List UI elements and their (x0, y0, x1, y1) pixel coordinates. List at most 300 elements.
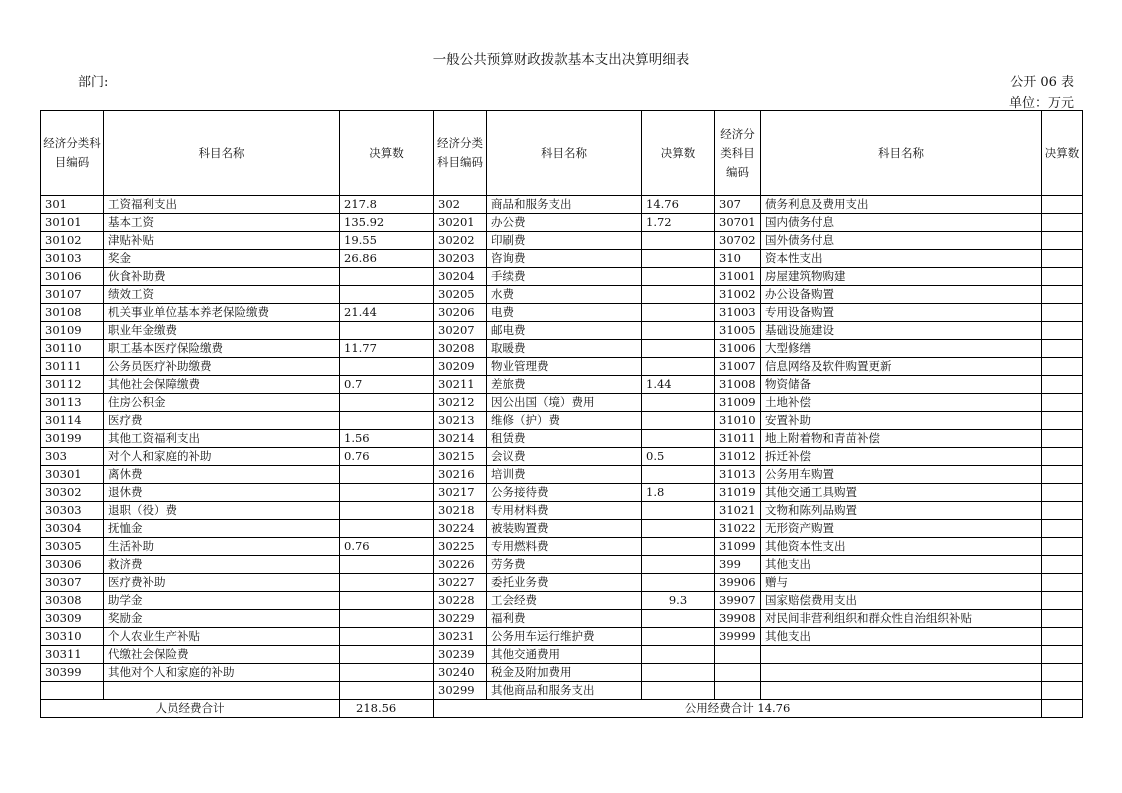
subject-name: 维修（护）费 (487, 412, 642, 430)
subject-name: 因公出国（境）费用 (487, 394, 642, 412)
amount-value (340, 286, 434, 304)
subject-name: 信息网络及软件购置更新 (761, 358, 1042, 376)
subject-code: 30305 (41, 538, 104, 556)
amount-value (1042, 358, 1083, 376)
subject-code: 30212 (434, 394, 487, 412)
subject-name: 其他交通费用 (487, 646, 642, 664)
subject-name: 住房公积金 (104, 394, 340, 412)
amount-value (642, 520, 715, 538)
subject-name: 其他对个人和家庭的补助 (104, 664, 340, 682)
subject-code: 31001 (715, 268, 761, 286)
subject-code: 30216 (434, 466, 487, 484)
subject-name: 助学金 (104, 592, 340, 610)
header-amount-1: 决算数 (340, 111, 434, 196)
subject-code: 39906 (715, 574, 761, 592)
public-total-empty (1042, 700, 1083, 718)
subject-name: 奖励金 (104, 610, 340, 628)
table-row (41, 376, 1083, 394)
header-code-1: 经济分类科目编码 (41, 111, 104, 196)
table-header-row (41, 111, 1083, 196)
amount-value (340, 592, 434, 610)
header-amount-2: 决算数 (642, 111, 715, 196)
subject-code: 310 (715, 250, 761, 268)
table-row (41, 592, 1083, 610)
subject-code: 30215 (434, 448, 487, 466)
subject-name: 专用材料费 (487, 502, 642, 520)
header-name-1: 科目名称 (104, 111, 340, 196)
subject-code: 30299 (434, 682, 487, 700)
subject-code: 30106 (41, 268, 104, 286)
table-row (41, 196, 1083, 214)
subject-code: 30701 (715, 214, 761, 232)
subject-code: 30229 (434, 610, 487, 628)
subject-name: 其他资本性支出 (761, 538, 1042, 556)
amount-value (1042, 268, 1083, 286)
subject-name: 公务用车购置 (761, 466, 1042, 484)
department-label: 部门: (78, 75, 109, 90)
subject-name: 其他工资福利支出 (104, 430, 340, 448)
amount-value (340, 412, 434, 430)
subject-name: 福利费 (487, 610, 642, 628)
subject-name: 物资储备 (761, 376, 1042, 394)
subject-code: 301 (41, 196, 104, 214)
subject-code (715, 682, 761, 700)
subject-name: 土地补偿 (761, 394, 1042, 412)
amount-value (340, 502, 434, 520)
amount-value (642, 430, 715, 448)
amount-value: 14.76 (642, 196, 715, 214)
subject-name: 无形资产购置 (761, 520, 1042, 538)
table-row (41, 430, 1083, 448)
subject-name: 安置补助 (761, 412, 1042, 430)
amount-value: 1.8 (642, 484, 715, 502)
amount-value (340, 682, 434, 700)
subject-code: 31011 (715, 430, 761, 448)
table-row (41, 358, 1083, 376)
amount-value (642, 412, 715, 430)
amount-value (642, 664, 715, 682)
subject-code: 31002 (715, 286, 761, 304)
amount-value: 135.92 (340, 214, 434, 232)
subject-code: 30199 (41, 430, 104, 448)
subject-code: 30308 (41, 592, 104, 610)
subject-name: 基础设施建设 (761, 322, 1042, 340)
table-row (41, 448, 1083, 466)
table-row (41, 286, 1083, 304)
amount-value (340, 664, 434, 682)
subject-name: 培训费 (487, 466, 642, 484)
header-code-3: 经济分类科目编码 (715, 111, 761, 196)
amount-value (340, 484, 434, 502)
subject-code: 30114 (41, 412, 104, 430)
subject-code: 30214 (434, 430, 487, 448)
subject-code: 30211 (434, 376, 487, 394)
amount-value (1042, 394, 1083, 412)
subject-code: 30203 (434, 250, 487, 268)
amount-value: 217.8 (340, 196, 434, 214)
subject-code: 31013 (715, 466, 761, 484)
amount-value (1042, 484, 1083, 502)
amount-value (642, 574, 715, 592)
amount-value (1042, 286, 1083, 304)
subject-code: 30225 (434, 538, 487, 556)
amount-value (340, 610, 434, 628)
amount-value (642, 646, 715, 664)
subject-name: 其他商品和服务支出 (487, 682, 642, 700)
personnel-total-value: 218.56 (340, 700, 434, 718)
table-row (41, 682, 1083, 700)
table-row (41, 340, 1083, 358)
amount-value (1042, 232, 1083, 250)
amount-value (340, 466, 434, 484)
header-code-2: 经济分类科目编码 (434, 111, 487, 196)
amount-value (1042, 682, 1083, 700)
subject-code: 30206 (434, 304, 487, 322)
table-row (41, 664, 1083, 682)
amount-value (1042, 610, 1083, 628)
subject-name: 劳务费 (487, 556, 642, 574)
amount-value (642, 358, 715, 376)
amount-value (1042, 574, 1083, 592)
table-row (41, 268, 1083, 286)
subject-code: 302 (434, 196, 487, 214)
amount-value: 0.5 (642, 448, 715, 466)
subject-name: 资本性支出 (761, 250, 1042, 268)
table-row (41, 466, 1083, 484)
subject-name: 救济费 (104, 556, 340, 574)
amount-value (642, 304, 715, 322)
subject-code: 30311 (41, 646, 104, 664)
subject-code: 31003 (715, 304, 761, 322)
amount-value (340, 628, 434, 646)
subject-code: 30301 (41, 466, 104, 484)
subject-code: 31019 (715, 484, 761, 502)
subject-name: 商品和服务支出 (487, 196, 642, 214)
subject-name: 奖金 (104, 250, 340, 268)
amount-value: 9.3 (642, 592, 715, 610)
amount-value (1042, 592, 1083, 610)
subject-name: 取暖费 (487, 340, 642, 358)
table-row (41, 250, 1083, 268)
subject-code: 31008 (715, 376, 761, 394)
amount-value (642, 628, 715, 646)
subject-name (761, 646, 1042, 664)
subject-name: 职业年金缴费 (104, 322, 340, 340)
subject-code: 30240 (434, 664, 487, 682)
subject-code: 303 (41, 448, 104, 466)
expenditure-detail-table (40, 110, 1083, 718)
subject-code: 30399 (41, 664, 104, 682)
subject-code: 31007 (715, 358, 761, 376)
subject-name: 其他交通工具购置 (761, 484, 1042, 502)
amount-value (642, 682, 715, 700)
table-row (41, 214, 1083, 232)
amount-value: 11.77 (340, 340, 434, 358)
subject-code: 30109 (41, 322, 104, 340)
subject-code: 30205 (434, 286, 487, 304)
amount-value (1042, 556, 1083, 574)
totals-row (41, 700, 1083, 718)
amount-value (340, 358, 434, 376)
subject-name (761, 664, 1042, 682)
amount-value (1042, 466, 1083, 484)
subject-code: 30227 (434, 574, 487, 592)
subject-code: 30228 (434, 592, 487, 610)
subject-name: 租赁费 (487, 430, 642, 448)
personnel-total-label: 人员经费合计 (41, 700, 340, 718)
amount-value (1042, 538, 1083, 556)
subject-name: 退职（役）费 (104, 502, 340, 520)
subject-name: 基本工资 (104, 214, 340, 232)
subject-code: 30201 (434, 214, 487, 232)
subject-name: 医疗费 (104, 412, 340, 430)
subject-code: 30209 (434, 358, 487, 376)
subject-name: 其他社会保障缴费 (104, 376, 340, 394)
subject-code: 31022 (715, 520, 761, 538)
table-row (41, 538, 1083, 556)
subject-code: 30239 (434, 646, 487, 664)
amount-value (1042, 520, 1083, 538)
subject-name: 公务员医疗补助缴费 (104, 358, 340, 376)
amount-value (1042, 646, 1083, 664)
subject-code: 30113 (41, 394, 104, 412)
subject-code: 31012 (715, 448, 761, 466)
subject-code: 31009 (715, 394, 761, 412)
subject-name: 邮电费 (487, 322, 642, 340)
subject-code: 30226 (434, 556, 487, 574)
subject-code: 30112 (41, 376, 104, 394)
subject-name: 电费 (487, 304, 642, 322)
subject-name (761, 682, 1042, 700)
subject-code: 30310 (41, 628, 104, 646)
subject-name: 抚恤金 (104, 520, 340, 538)
subject-code (715, 664, 761, 682)
table-body (41, 196, 1083, 700)
subject-name: 公务用车运行维护费 (487, 628, 642, 646)
subject-code: 30702 (715, 232, 761, 250)
subject-name: 离休费 (104, 466, 340, 484)
subject-name: 手续费 (487, 268, 642, 286)
subject-name: 拆迁补偿 (761, 448, 1042, 466)
subject-code: 30309 (41, 610, 104, 628)
amount-value: 1.56 (340, 430, 434, 448)
subject-code: 30202 (434, 232, 487, 250)
subject-name: 差旅费 (487, 376, 642, 394)
amount-value (1042, 340, 1083, 358)
amount-value (642, 268, 715, 286)
subject-code: 30103 (41, 250, 104, 268)
subject-name: 税金及附加费用 (487, 664, 642, 682)
amount-value: 26.86 (340, 250, 434, 268)
subject-code: 30306 (41, 556, 104, 574)
subject-name: 医疗费补助 (104, 574, 340, 592)
table-row (41, 394, 1083, 412)
subject-code: 30108 (41, 304, 104, 322)
amount-value (1042, 628, 1083, 646)
amount-value (642, 340, 715, 358)
subject-name: 其他支出 (761, 628, 1042, 646)
subject-code: 30101 (41, 214, 104, 232)
table-row (41, 646, 1083, 664)
subject-code: 30208 (434, 340, 487, 358)
subject-name: 国外债务付息 (761, 232, 1042, 250)
subject-name: 赠与 (761, 574, 1042, 592)
amount-value (642, 466, 715, 484)
table-row (41, 628, 1083, 646)
amount-value (642, 250, 715, 268)
amount-value (1042, 448, 1083, 466)
subject-name: 公务接待费 (487, 484, 642, 502)
subject-code: 30207 (434, 322, 487, 340)
amount-value (340, 394, 434, 412)
subject-name: 机关事业单位基本养老保险缴费 (104, 304, 340, 322)
amount-value (1042, 322, 1083, 340)
subject-code: 30102 (41, 232, 104, 250)
subject-name (104, 682, 340, 700)
amount-value: 1.72 (642, 214, 715, 232)
subject-code: 30111 (41, 358, 104, 376)
subject-code: 30217 (434, 484, 487, 502)
subject-code: 31099 (715, 538, 761, 556)
amount-value (340, 574, 434, 592)
table-row (41, 502, 1083, 520)
subject-code: 30204 (434, 268, 487, 286)
amount-value (340, 322, 434, 340)
subject-name: 对个人和家庭的补助 (104, 448, 340, 466)
amount-value (340, 520, 434, 538)
subject-name: 专用设备购置 (761, 304, 1042, 322)
subject-code: 30218 (434, 502, 487, 520)
subject-name: 生活补助 (104, 538, 340, 556)
subject-name: 咨询费 (487, 250, 642, 268)
page-title: 一般公共预算财政拨款基本支出决算明细表 (432, 52, 690, 68)
amount-value (642, 610, 715, 628)
amount-value (642, 232, 715, 250)
subject-name: 办公费 (487, 214, 642, 232)
table-row (41, 520, 1083, 538)
subject-name: 工资福利支出 (104, 196, 340, 214)
subject-name: 被装购置费 (487, 520, 642, 538)
unit-label: 单位：万元 (1008, 96, 1074, 111)
amount-value (642, 556, 715, 574)
subject-code: 30110 (41, 340, 104, 358)
subject-code: 31005 (715, 322, 761, 340)
subject-code (715, 646, 761, 664)
subject-code (41, 682, 104, 700)
subject-code: 30303 (41, 502, 104, 520)
subject-code: 399 (715, 556, 761, 574)
amount-value: 0.76 (340, 538, 434, 556)
subject-code: 39908 (715, 610, 761, 628)
table-row (41, 574, 1083, 592)
amount-value (1042, 412, 1083, 430)
subject-name: 国内债务付息 (761, 214, 1042, 232)
subject-code: 31006 (715, 340, 761, 358)
subject-name: 代缴社会保险费 (104, 646, 340, 664)
table-row (41, 556, 1083, 574)
subject-code: 30307 (41, 574, 104, 592)
subject-name: 办公设备购置 (761, 286, 1042, 304)
subject-name: 委托业务费 (487, 574, 642, 592)
amount-value (1042, 664, 1083, 682)
table-row (41, 322, 1083, 340)
header-amount-3: 决算数 (1042, 111, 1083, 196)
subject-name: 绩效工资 (104, 286, 340, 304)
subject-name: 地上附着物和青苗补偿 (761, 430, 1042, 448)
table-row (41, 412, 1083, 430)
subject-code: 39999 (715, 628, 761, 646)
amount-value (642, 538, 715, 556)
subject-name: 职工基本医疗保险缴费 (104, 340, 340, 358)
subject-name: 其他支出 (761, 556, 1042, 574)
amount-value: 1.44 (642, 376, 715, 394)
amount-value (1042, 214, 1083, 232)
amount-value (1042, 430, 1083, 448)
subject-name: 津贴补贴 (104, 232, 340, 250)
subject-name: 个人农业生产补贴 (104, 628, 340, 646)
subject-code: 30213 (434, 412, 487, 430)
subject-code: 30224 (434, 520, 487, 538)
subject-name: 会议费 (487, 448, 642, 466)
subject-code: 30231 (434, 628, 487, 646)
amount-value: 21.44 (340, 304, 434, 322)
subject-name: 伙食补助费 (104, 268, 340, 286)
amount-value (1042, 502, 1083, 520)
header-name-2: 科目名称 (487, 111, 642, 196)
subject-code: 39907 (715, 592, 761, 610)
subject-name: 文物和陈列品购置 (761, 502, 1042, 520)
amount-value (340, 556, 434, 574)
subject-name: 债务利息及费用支出 (761, 196, 1042, 214)
subject-name: 专用燃料费 (487, 538, 642, 556)
subject-name: 对民间非营利组织和群众性自治组织补贴 (761, 610, 1042, 628)
amount-value (1042, 376, 1083, 394)
subject-code: 30107 (41, 286, 104, 304)
table-row (41, 304, 1083, 322)
subject-name: 水费 (487, 286, 642, 304)
amount-value (340, 268, 434, 286)
subject-name: 工会经费 (487, 592, 642, 610)
subject-code: 30304 (41, 520, 104, 538)
subject-name: 国家赔偿费用支出 (761, 592, 1042, 610)
table-row (41, 610, 1083, 628)
amount-value (1042, 304, 1083, 322)
subject-name: 大型修缮 (761, 340, 1042, 358)
table-row (41, 484, 1083, 502)
amount-value (1042, 250, 1083, 268)
subject-code: 307 (715, 196, 761, 214)
amount-value (642, 394, 715, 412)
amount-value (642, 322, 715, 340)
table-code: 公开 06 表 (1010, 75, 1074, 90)
amount-value: 0.7 (340, 376, 434, 394)
table-row (41, 232, 1083, 250)
amount-value (642, 502, 715, 520)
subject-name: 房屋建筑物购建 (761, 268, 1042, 286)
amount-value: 19.55 (340, 232, 434, 250)
subject-code: 30302 (41, 484, 104, 502)
subject-name: 印刷费 (487, 232, 642, 250)
subject-name: 物业管理费 (487, 358, 642, 376)
amount-value (340, 646, 434, 664)
public-total-label: 公用经费合计 14.76 (434, 700, 1042, 718)
amount-value: 0.76 (340, 448, 434, 466)
header-name-3: 科目名称 (761, 111, 1042, 196)
subject-code: 31010 (715, 412, 761, 430)
amount-value (642, 286, 715, 304)
subject-code: 31021 (715, 502, 761, 520)
amount-value (1042, 196, 1083, 214)
